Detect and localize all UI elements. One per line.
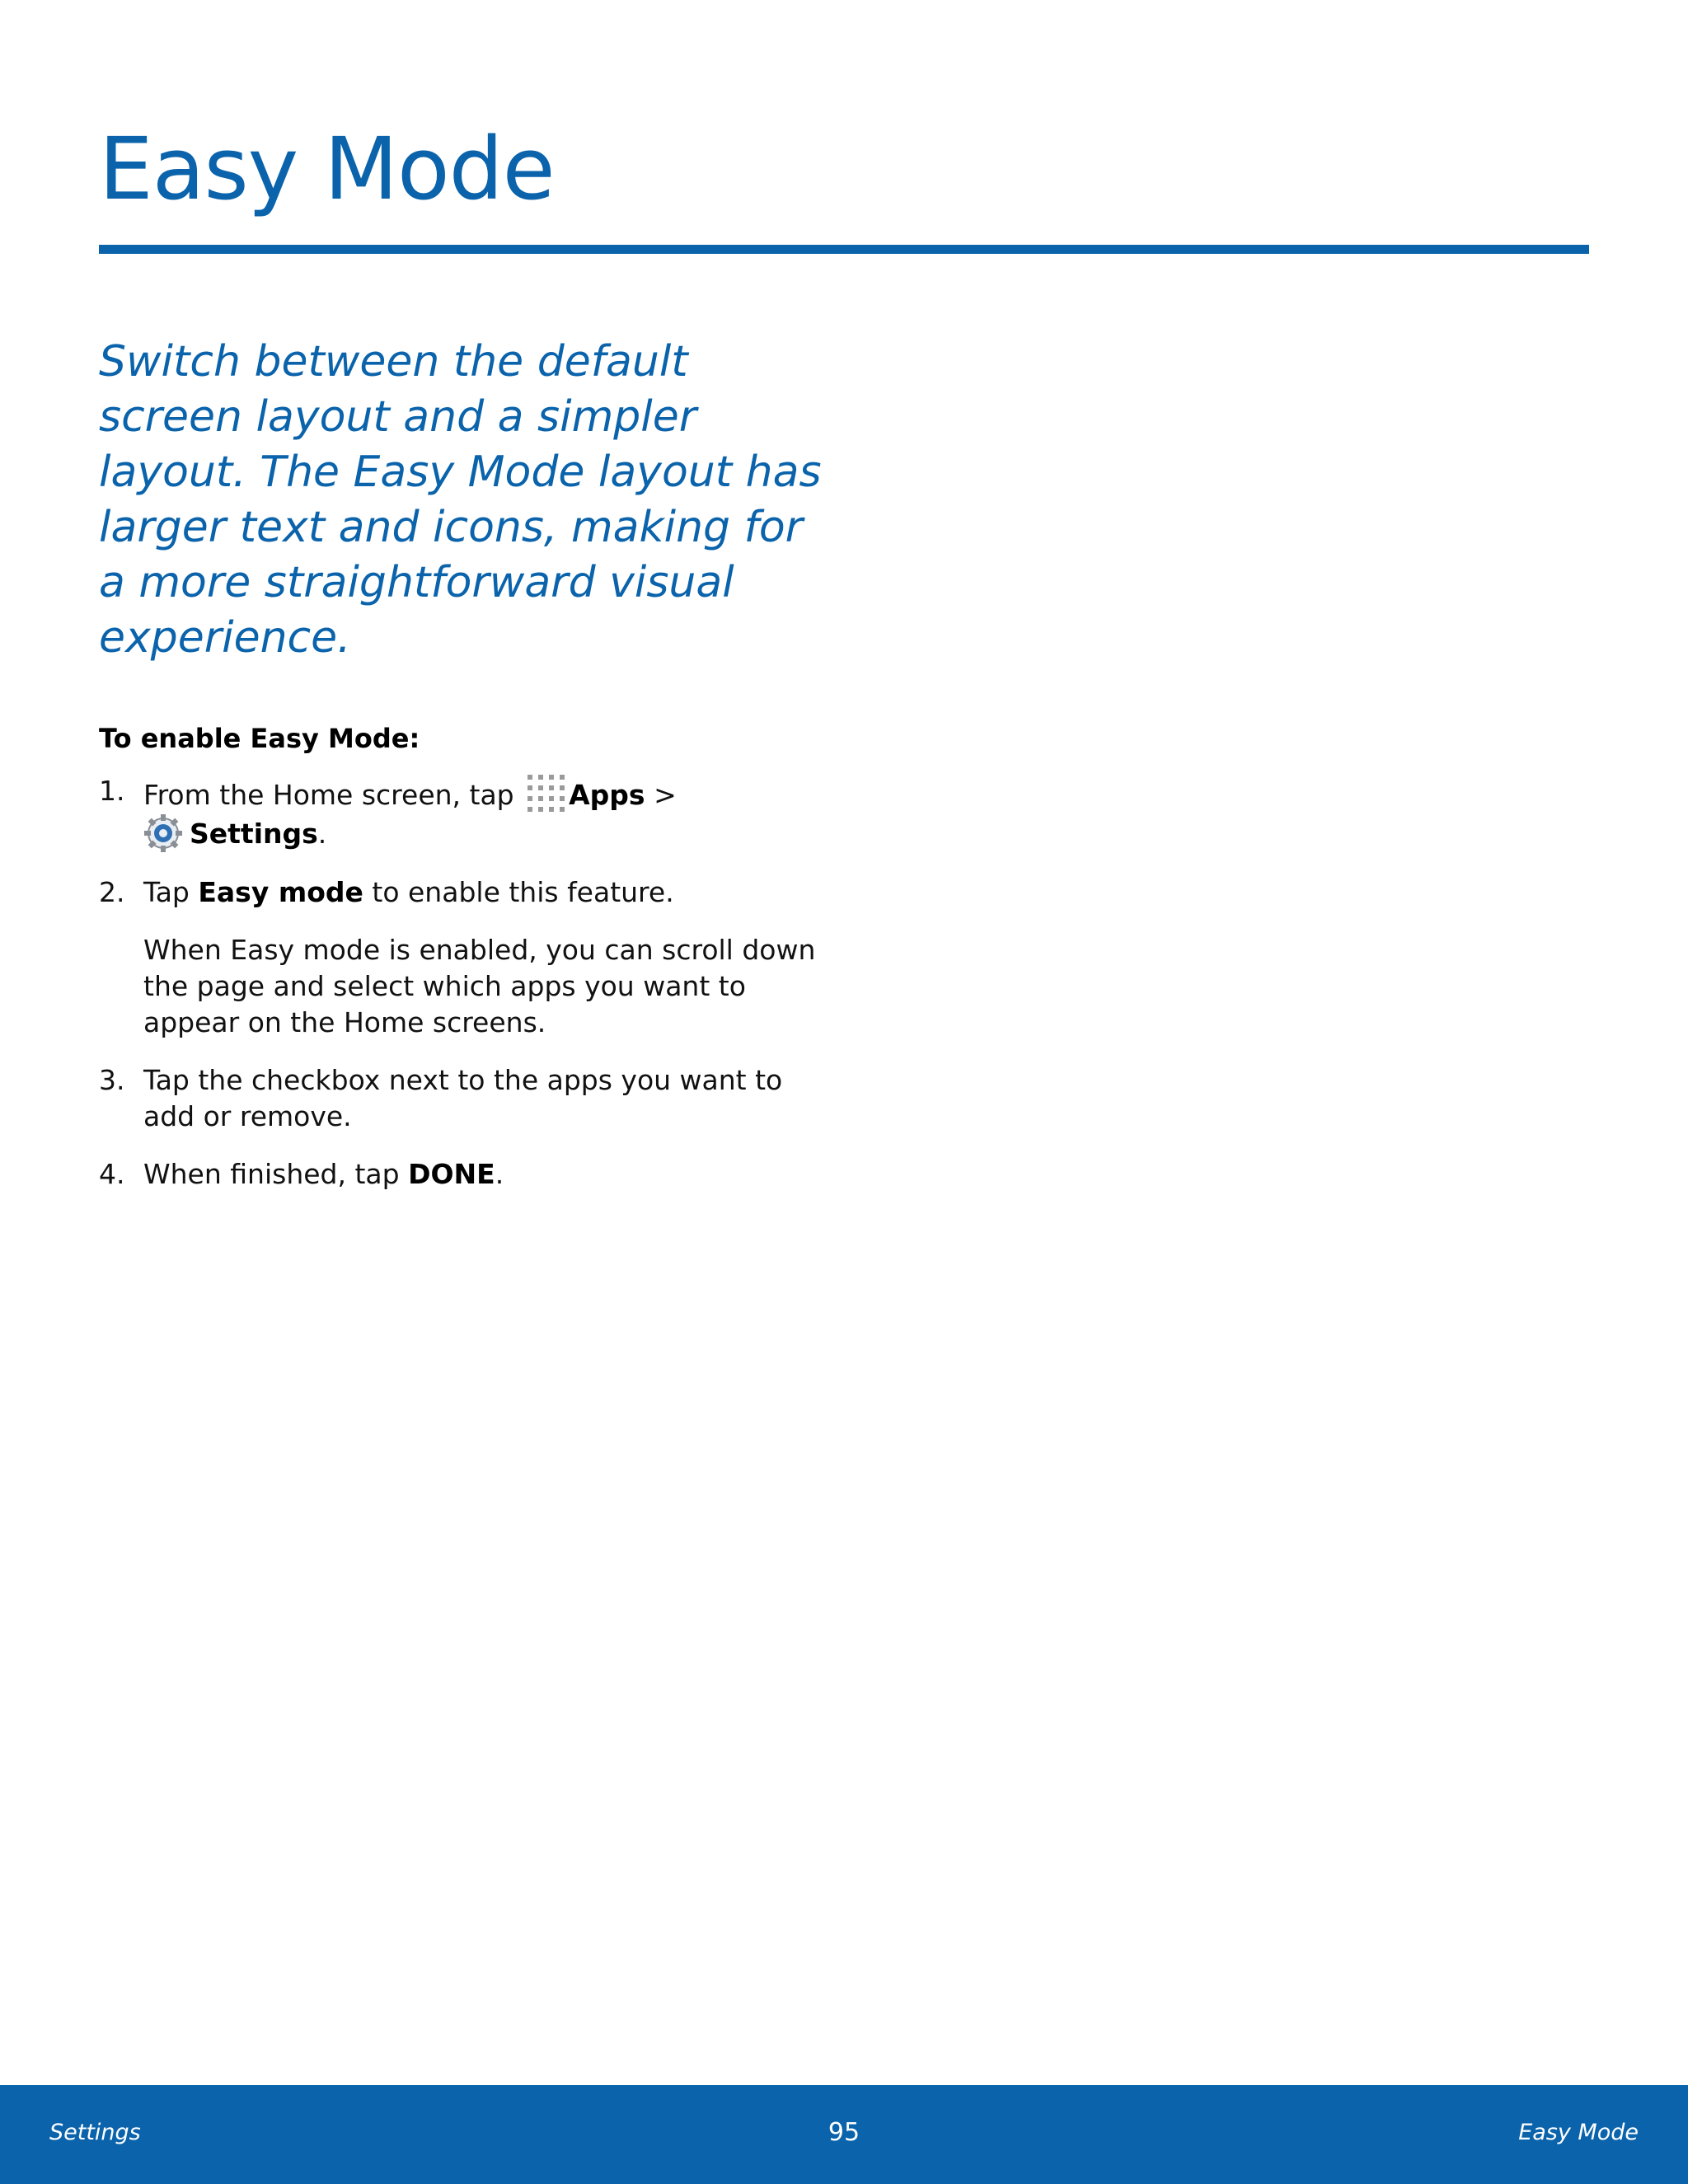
footer-chapter-name: Easy Mode — [1518, 2120, 1639, 2145]
step-2 — [99, 874, 824, 1041]
step-number: 1. — [99, 775, 125, 807]
page-footer — [0, 2085, 1688, 2184]
done-label: DONE — [408, 1158, 495, 1190]
footer-section-name: Settings — [49, 2120, 141, 2145]
step-text: Tap — [143, 876, 190, 908]
step-1: 1. From the Home screen, tap Apps > Settings. — [99, 773, 824, 853]
step-number: 2. — [99, 876, 125, 908]
step-4: 4. When finished, tap DONE. — [99, 1156, 824, 1193]
step-text: From the Home screen, tap — [143, 779, 514, 811]
title-divider — [99, 245, 1589, 254]
page-number: 95 — [828, 2118, 860, 2147]
step-3 — [99, 1062, 824, 1135]
step-text: When finished, tap — [143, 1158, 400, 1190]
apps-grid-icon — [526, 773, 565, 813]
step-number: 4. — [99, 1158, 125, 1190]
step-number: 3. — [99, 1064, 125, 1096]
step-text: to enable this feature. — [372, 876, 674, 908]
section-heading: To enable Easy Mode: — [99, 723, 420, 754]
step-note: When Easy mode is enabled, you can scroll down the page and select which apps you want to appear on the Home screens. — [143, 934, 816, 1038]
intro-text: Switch between the default screen layout and a simpler layout. The Easy Mode layout has larger text and icons, making for a more straightforward visual experience. — [99, 337, 822, 663]
apps-label: Apps — [569, 779, 645, 811]
page-title: Easy Mode — [99, 119, 555, 219]
settings-gear-icon — [143, 813, 183, 853]
step-text: Tap the checkbox next to the apps you want to add or remove. — [143, 1064, 783, 1132]
settings-label: Settings — [190, 818, 318, 850]
easy-mode-label: Easy mode — [198, 876, 363, 908]
steps-list — [99, 773, 824, 1214]
path-separator: > — [654, 779, 677, 811]
